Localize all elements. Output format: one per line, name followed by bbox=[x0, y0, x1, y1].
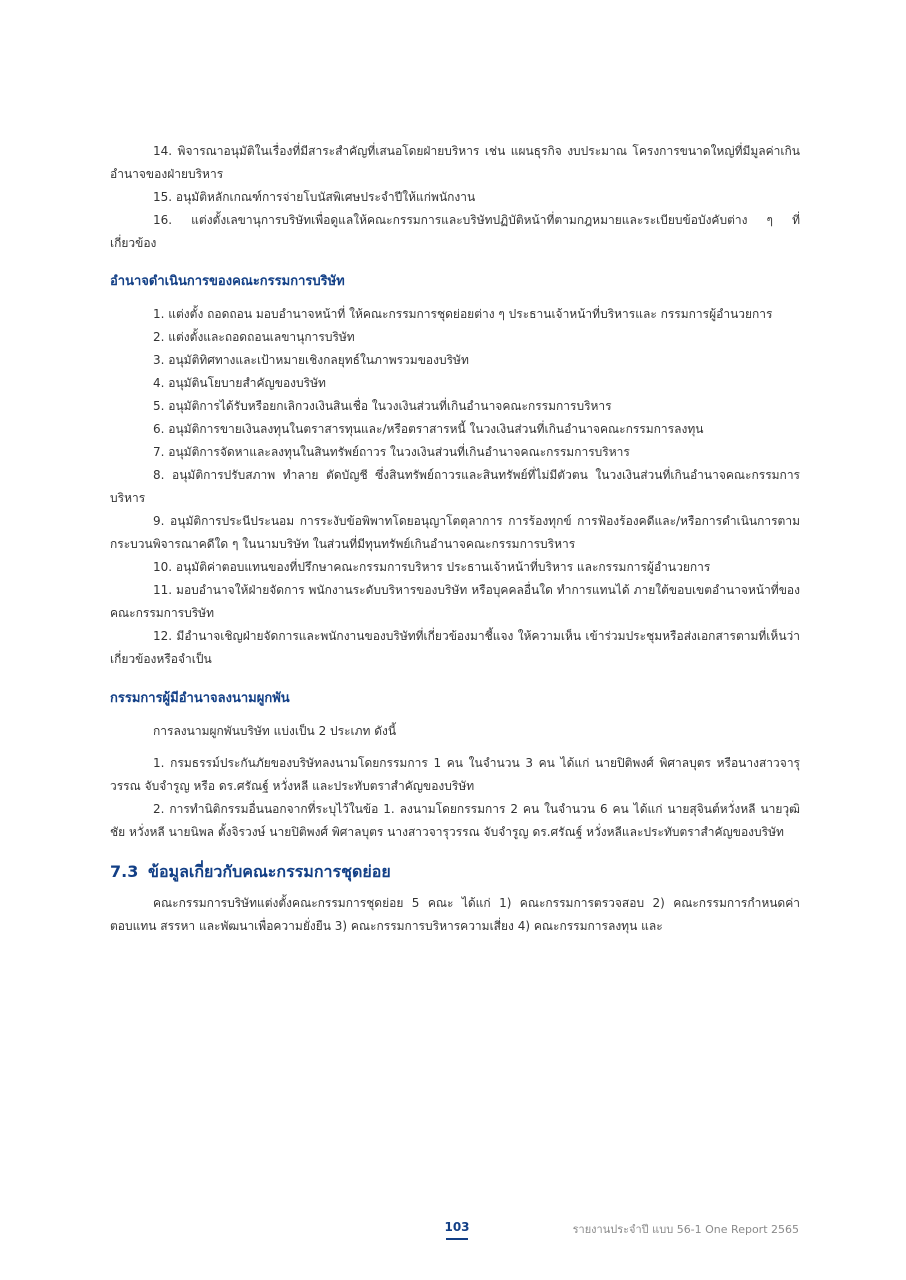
page-number-underline bbox=[446, 1238, 468, 1240]
signatories-item-1: 1. กรมธรรม์ประกันภัยของบริษัทลงนามโดยกรรมการ 1 คน ในจำนวน 3 คน ได้แก่ นายปิติพงศ์ พิศาลบุตร หรือนางสาวจารุวรรณ จับจำรูญ หรือ ดร.ศรัณฐ์ หวั่งหลี และประทับตราสำคัญของบริษัท bbox=[110, 756, 800, 793]
authority-item-2: 2. แต่งตั้งและถอดถอนเลขานุการบริษัท bbox=[153, 330, 355, 344]
signatories-item-2: 2. การทำนิติกรรมอื่นนอกจากที่ระบุไว้ในข้อ 1. ลงนามโดยกรรมการ 2 คน ในจำนวน 6 คน ได้แก่ นายสุจินต์หวั่งหลี นายวุฒิชัย หวั่งหลี นายนิพล ตั้งจิรวงษ์ นายปิติพงศ์ พิศาลบุตร นางสาวจารุวรรณ จับจำรูญ ดร.ศรัณฐ์ หวั่งหลีและประทับตราสำคัญของบริษัท bbox=[110, 802, 800, 839]
heading-signatories: กรรมการผู้มีอำนาจลงนามผูกพัน bbox=[110, 691, 290, 706]
report-title: รายงานประจำปี แบบ 56-1 One Report 2565 bbox=[572, 1223, 799, 1236]
spacer bbox=[110, 743, 800, 752]
authority-item-3: 3. อนุมัติทิศทางและเป้าหมายเชิงกลยุทธ์ในภาพรวมของบริษัท bbox=[153, 353, 469, 367]
authority-item-6: 6. อนุมัติการขายเงินลงทุนในตราสารทุนและ/หรือตราสารหนี้ ในวงเงินส่วนที่เกินอำนาจคณะกรรมการลงทุน bbox=[153, 422, 704, 436]
authority-item-8: 8. อนุมัติการปรับสภาพ ทำลาย ตัดบัญชี ซึ่งสินทรัพย์ถาวรและสินทรัพย์ที่ไม่มีตัวตน ในวงเงินส่วนที่เกินอำนาจคณะกรรมการบริหาร bbox=[110, 468, 800, 505]
section-title: ข้อมูลเกี่ยวกับคณะกรรมการชุดย่อย bbox=[148, 862, 391, 881]
page-number: 103 bbox=[444, 1220, 470, 1234]
paragraph-item-14: 14. พิจารณาอนุมัติในเรื่องที่มีสาระสำคัญที่เสนอโดยฝ่ายบริหาร เช่น แผนธุรกิจ งบประมาณ โครงการขนาดใหญ่ที่มีมูลค่าเกินอำนาจของฝ่ายบริหาร bbox=[110, 144, 800, 181]
authority-item-1: 1. แต่งตั้ง ถอดถอน มอบอำนาจหน้าที่ ให้คณะกรรมการชุดย่อยต่าง ๆ ประธานเจ้าหน้าที่บริหารและ กรรมการผู้อำนวยการ bbox=[153, 307, 773, 321]
section-number: 7.3 bbox=[110, 862, 139, 881]
paragraph-item-15: 15. อนุมัติหลักเกณฑ์การจ่ายโบนัสพิเศษประจำปีให้แก่พนักงาน bbox=[153, 190, 476, 204]
paragraph-item-16: 16. แต่งตั้งเลขานุการบริษัทเพื่อดูแลให้คณะกรรมการและบริษัทปฏิบัติหน้าที่ตามกฎหมายและระเบียบข้อบังคับต่าง ๆ ที่เกี่ยวข้อง bbox=[110, 213, 800, 250]
section-heading-7-3 bbox=[110, 860, 800, 884]
heading-board-authority: อำนาจดำเนินการของคณะกรรมการบริษัท bbox=[110, 274, 345, 289]
section-7-3-paragraph: คณะกรรมการบริษัทแต่งตั้งคณะกรรมการชุดย่อย 5 คณะ ได้แก่ 1) คณะกรรมการตรวจสอบ 2) คณะกรรมการกำหนดค่าตอบแทน สรรหา และพัฒนาเพื่อความยั่งยืน 3) คณะกรรมการบริหารความเสี่ยง 4) คณะกรรมการลงทุน และ bbox=[110, 896, 800, 933]
authority-item-7: 7. อนุมัติการจัดหาและลงทุนในสินทรัพย์ถาวร ในวงเงินส่วนที่เกินอำนาจคณะกรรมการบริหาร bbox=[153, 445, 630, 459]
authority-item-10: 10. อนุมัติค่าตอบแทนของที่ปรึกษาคณะกรรมการบริหาร ประธานเจ้าหน้าที่บริหาร และกรรมการผู้อำนวยการ bbox=[153, 560, 711, 574]
signatories-intro: การลงนามผูกพันบริษัท แบ่งเป็น 2 ประเภท ดังนี้ bbox=[153, 724, 397, 738]
authority-item-11: 11. มอบอำนาจให้ฝ่ายจัดการ พนักงานระดับบริหารของบริษัท หรือบุคคลอื่นใด ทำการแทนได้ ภายใต้ขอบเขตอำนาจหน้าที่ของคณะกรรมการบริษัท bbox=[110, 583, 800, 620]
authority-item-12: 12. มีอำนาจเชิญฝ่ายจัดการและพนักงานของบริษัทที่เกี่ยวข้องมาชี้แจง ให้ความเห็น เข้าร่วมประชุมหรือส่งเอกสารตามที่เห็นว่าเกี่ยวข้องหรือจำเป็น bbox=[110, 629, 800, 666]
page-content bbox=[110, 140, 800, 938]
authority-item-4: 4. อนุมัตินโยบายสำคัญของบริษัท bbox=[153, 376, 326, 390]
authority-item-5: 5. อนุมัติการได้รับหรือยกเลิกวงเงินสินเชื่อ ในวงเงินส่วนที่เกินอำนาจคณะกรรมการบริหาร bbox=[153, 399, 612, 413]
authority-item-9: 9. อนุมัติการประนีประนอม การระงับข้อพิพาทโดยอนุญาโตตุลาการ การร้องทุกข์ การฟ้องร้องคดีและ/หรือการดำเนินการตามกระบวนพิจารณาคดีใด ๆ ในนามบริษัท ในส่วนที่มีทุนทรัพย์เกินอำนาจคณะกรรมการบริหาร bbox=[110, 514, 800, 551]
page-footer bbox=[0, 1218, 906, 1242]
